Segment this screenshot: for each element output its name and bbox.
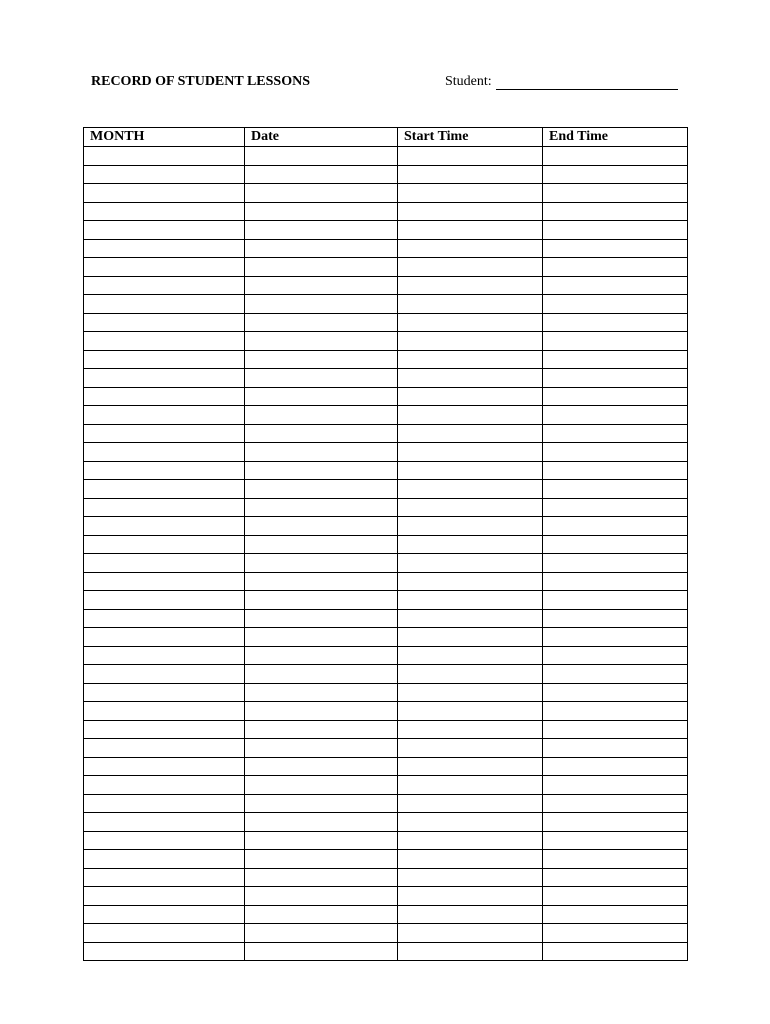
month-cell[interactable] [84, 831, 245, 850]
month-cell[interactable] [84, 461, 245, 480]
start-time-cell[interactable] [398, 350, 543, 369]
end-time-cell[interactable] [543, 313, 688, 332]
table-row [84, 202, 688, 221]
date-cell[interactable] [245, 794, 398, 813]
end-time-cell[interactable] [543, 165, 688, 184]
end-time-cell[interactable] [543, 147, 688, 166]
start-time-cell[interactable] [398, 794, 543, 813]
end-time-cell[interactable] [543, 776, 688, 795]
start-time-cell[interactable] [398, 942, 543, 961]
table-row [84, 221, 688, 240]
table-row [84, 369, 688, 388]
month-cell[interactable] [84, 498, 245, 517]
end-time-cell[interactable] [543, 535, 688, 554]
start-time-cell[interactable] [398, 461, 543, 480]
end-time-cell[interactable] [543, 868, 688, 887]
month-cell[interactable] [84, 794, 245, 813]
table-row [84, 646, 688, 665]
month-cell[interactable] [84, 350, 245, 369]
start-time-cell[interactable] [398, 387, 543, 406]
date-cell[interactable] [245, 165, 398, 184]
table-header-row [84, 128, 688, 147]
start-time-cell[interactable] [398, 406, 543, 425]
table-row [84, 942, 688, 961]
table-row [84, 276, 688, 295]
start-time-cell[interactable] [398, 572, 543, 591]
month-cell[interactable] [84, 276, 245, 295]
start-time-cell[interactable] [398, 924, 543, 943]
table-row [84, 905, 688, 924]
end-time-cell[interactable] [543, 720, 688, 739]
start-time-cell[interactable] [398, 739, 543, 758]
page-header [0, 74, 770, 94]
end-time-cell[interactable] [543, 905, 688, 924]
start-time-cell[interactable] [398, 147, 543, 166]
start-time-cell[interactable] [398, 424, 543, 443]
end-time-cell[interactable] [543, 276, 688, 295]
month-cell[interactable] [84, 665, 245, 684]
month-cell[interactable] [84, 424, 245, 443]
date-cell[interactable] [245, 646, 398, 665]
date-cell[interactable] [245, 665, 398, 684]
start-time-cell[interactable] [398, 313, 543, 332]
student-label: Student: [445, 74, 492, 89]
student-name-blank[interactable] [496, 75, 678, 90]
date-cell[interactable] [245, 258, 398, 277]
date-cell[interactable] [245, 572, 398, 591]
end-time-cell[interactable] [543, 461, 688, 480]
start-time-cell[interactable] [398, 221, 543, 240]
date-cell[interactable] [245, 184, 398, 203]
table-row [84, 572, 688, 591]
month-cell[interactable] [84, 184, 245, 203]
month-cell[interactable] [84, 757, 245, 776]
month-cell[interactable] [84, 905, 245, 924]
start-time-cell[interactable] [398, 683, 543, 702]
table-row [84, 794, 688, 813]
end-time-cell[interactable] [543, 350, 688, 369]
month-cell[interactable] [84, 258, 245, 277]
date-cell[interactable] [245, 295, 398, 314]
table-row [84, 720, 688, 739]
column-header-date: Date [245, 128, 398, 147]
table-row [84, 147, 688, 166]
month-cell[interactable] [84, 443, 245, 462]
table-row [84, 702, 688, 721]
date-cell[interactable] [245, 683, 398, 702]
end-time-cell[interactable] [543, 850, 688, 869]
table-row [84, 813, 688, 832]
month-cell[interactable] [84, 628, 245, 647]
month-cell[interactable] [84, 868, 245, 887]
month-cell[interactable] [84, 942, 245, 961]
end-time-cell[interactable] [543, 739, 688, 758]
start-time-cell[interactable] [398, 665, 543, 684]
end-time-cell[interactable] [543, 498, 688, 517]
date-cell[interactable] [245, 757, 398, 776]
table-row [84, 591, 688, 610]
month-cell[interactable] [84, 535, 245, 554]
start-time-cell[interactable] [398, 535, 543, 554]
table-row [84, 850, 688, 869]
date-cell[interactable] [245, 443, 398, 462]
date-cell[interactable] [245, 628, 398, 647]
end-time-cell[interactable] [543, 628, 688, 647]
month-cell[interactable] [84, 554, 245, 573]
month-cell[interactable] [84, 165, 245, 184]
table-row [84, 258, 688, 277]
start-time-cell[interactable] [398, 165, 543, 184]
month-cell[interactable] [84, 406, 245, 425]
start-time-cell[interactable] [398, 258, 543, 277]
month-cell[interactable] [84, 147, 245, 166]
end-time-cell[interactable] [543, 942, 688, 961]
column-header-month: MONTH [84, 128, 245, 147]
table-row [84, 461, 688, 480]
date-cell[interactable] [245, 517, 398, 536]
column-header-start-time: Start Time [398, 128, 543, 147]
end-time-cell[interactable] [543, 572, 688, 591]
date-cell[interactable] [245, 387, 398, 406]
end-time-cell[interactable] [543, 683, 688, 702]
month-cell[interactable] [84, 313, 245, 332]
table-body [84, 147, 688, 961]
month-cell[interactable] [84, 702, 245, 721]
table-row [84, 609, 688, 628]
date-cell[interactable] [245, 461, 398, 480]
date-cell[interactable] [245, 924, 398, 943]
start-time-cell[interactable] [398, 720, 543, 739]
month-cell[interactable] [84, 739, 245, 758]
month-cell[interactable] [84, 683, 245, 702]
date-cell[interactable] [245, 535, 398, 554]
month-cell[interactable] [84, 221, 245, 240]
date-cell[interactable] [245, 720, 398, 739]
start-time-cell[interactable] [398, 295, 543, 314]
start-time-cell[interactable] [398, 776, 543, 795]
end-time-cell[interactable] [543, 757, 688, 776]
start-time-cell[interactable] [398, 202, 543, 221]
date-cell[interactable] [245, 406, 398, 425]
month-cell[interactable] [84, 887, 245, 906]
table-row [84, 887, 688, 906]
month-cell[interactable] [84, 480, 245, 499]
start-time-cell[interactable] [398, 868, 543, 887]
start-time-cell[interactable] [398, 591, 543, 610]
start-time-cell[interactable] [398, 609, 543, 628]
table-row [84, 239, 688, 258]
date-cell[interactable] [245, 942, 398, 961]
end-time-cell[interactable] [543, 831, 688, 850]
date-cell[interactable] [245, 202, 398, 221]
month-cell[interactable] [84, 813, 245, 832]
end-time-cell[interactable] [543, 665, 688, 684]
table-row [84, 165, 688, 184]
lesson-record-table [83, 127, 688, 961]
start-time-cell[interactable] [398, 480, 543, 499]
date-cell[interactable] [245, 239, 398, 258]
start-time-cell[interactable] [398, 905, 543, 924]
month-cell[interactable] [84, 202, 245, 221]
end-time-cell[interactable] [543, 295, 688, 314]
start-time-cell[interactable] [398, 628, 543, 647]
end-time-cell[interactable] [543, 202, 688, 221]
end-time-cell[interactable] [543, 813, 688, 832]
end-time-cell[interactable] [543, 443, 688, 462]
table-row [84, 924, 688, 943]
date-cell[interactable] [245, 591, 398, 610]
end-time-cell[interactable] [543, 887, 688, 906]
start-time-cell[interactable] [398, 554, 543, 573]
month-cell[interactable] [84, 517, 245, 536]
end-time-cell[interactable] [543, 702, 688, 721]
month-cell[interactable] [84, 572, 245, 591]
date-cell[interactable] [245, 554, 398, 573]
month-cell[interactable] [84, 609, 245, 628]
start-time-cell[interactable] [398, 646, 543, 665]
date-cell[interactable] [245, 369, 398, 388]
end-time-cell[interactable] [543, 258, 688, 277]
table-row [84, 295, 688, 314]
date-cell[interactable] [245, 776, 398, 795]
table-row [84, 350, 688, 369]
date-cell[interactable] [245, 498, 398, 517]
start-time-cell[interactable] [398, 239, 543, 258]
table-row [84, 535, 688, 554]
date-cell[interactable] [245, 147, 398, 166]
table-row [84, 184, 688, 203]
table-row [84, 443, 688, 462]
end-time-cell[interactable] [543, 406, 688, 425]
date-cell[interactable] [245, 702, 398, 721]
end-time-cell[interactable] [543, 184, 688, 203]
table-row [84, 776, 688, 795]
student-name-field[interactable] [445, 74, 678, 90]
month-cell[interactable] [84, 332, 245, 351]
table-row [84, 868, 688, 887]
table-row [84, 332, 688, 351]
table-row [84, 739, 688, 758]
table-row [84, 424, 688, 443]
start-time-cell[interactable] [398, 517, 543, 536]
date-cell[interactable] [245, 424, 398, 443]
end-time-cell[interactable] [543, 239, 688, 258]
start-time-cell[interactable] [398, 369, 543, 388]
date-cell[interactable] [245, 332, 398, 351]
table-row [84, 665, 688, 684]
date-cell[interactable] [245, 276, 398, 295]
date-cell[interactable] [245, 887, 398, 906]
end-time-cell[interactable] [543, 609, 688, 628]
date-cell[interactable] [245, 850, 398, 869]
date-cell[interactable] [245, 831, 398, 850]
table-row [84, 387, 688, 406]
table-row [84, 313, 688, 332]
table-row [84, 628, 688, 647]
end-time-cell[interactable] [543, 480, 688, 499]
month-cell[interactable] [84, 591, 245, 610]
start-time-cell[interactable] [398, 831, 543, 850]
start-time-cell[interactable] [398, 184, 543, 203]
date-cell[interactable] [245, 350, 398, 369]
start-time-cell[interactable] [398, 887, 543, 906]
month-cell[interactable] [84, 239, 245, 258]
start-time-cell[interactable] [398, 813, 543, 832]
end-time-cell[interactable] [543, 387, 688, 406]
end-time-cell[interactable] [543, 554, 688, 573]
month-cell[interactable] [84, 924, 245, 943]
month-cell[interactable] [84, 295, 245, 314]
end-time-cell[interactable] [543, 924, 688, 943]
end-time-cell[interactable] [543, 517, 688, 536]
table-row [84, 831, 688, 850]
table-row [84, 498, 688, 517]
document-title: RECORD OF STUDENT LESSONS [91, 74, 311, 89]
start-time-cell[interactable] [398, 498, 543, 517]
month-cell[interactable] [84, 720, 245, 739]
month-cell[interactable] [84, 387, 245, 406]
month-cell[interactable] [84, 776, 245, 795]
date-cell[interactable] [245, 739, 398, 758]
month-cell[interactable] [84, 369, 245, 388]
table-row [84, 683, 688, 702]
date-cell[interactable] [245, 905, 398, 924]
table-row [84, 554, 688, 573]
end-time-cell[interactable] [543, 794, 688, 813]
start-time-cell[interactable] [398, 276, 543, 295]
start-time-cell[interactable] [398, 702, 543, 721]
date-cell[interactable] [245, 221, 398, 240]
date-cell[interactable] [245, 868, 398, 887]
table-row [84, 757, 688, 776]
date-cell[interactable] [245, 609, 398, 628]
end-time-cell[interactable] [543, 591, 688, 610]
month-cell[interactable] [84, 646, 245, 665]
end-time-cell[interactable] [543, 424, 688, 443]
end-time-cell[interactable] [543, 646, 688, 665]
column-header-end-time: End Time [543, 128, 688, 147]
end-time-cell[interactable] [543, 332, 688, 351]
start-time-cell[interactable] [398, 757, 543, 776]
end-time-cell[interactable] [543, 369, 688, 388]
date-cell[interactable] [245, 480, 398, 499]
table-row [84, 406, 688, 425]
date-cell[interactable] [245, 813, 398, 832]
table-row [84, 517, 688, 536]
table-row [84, 480, 688, 499]
end-time-cell[interactable] [543, 221, 688, 240]
start-time-cell[interactable] [398, 850, 543, 869]
start-time-cell[interactable] [398, 332, 543, 351]
date-cell[interactable] [245, 313, 398, 332]
start-time-cell[interactable] [398, 443, 543, 462]
month-cell[interactable] [84, 850, 245, 869]
